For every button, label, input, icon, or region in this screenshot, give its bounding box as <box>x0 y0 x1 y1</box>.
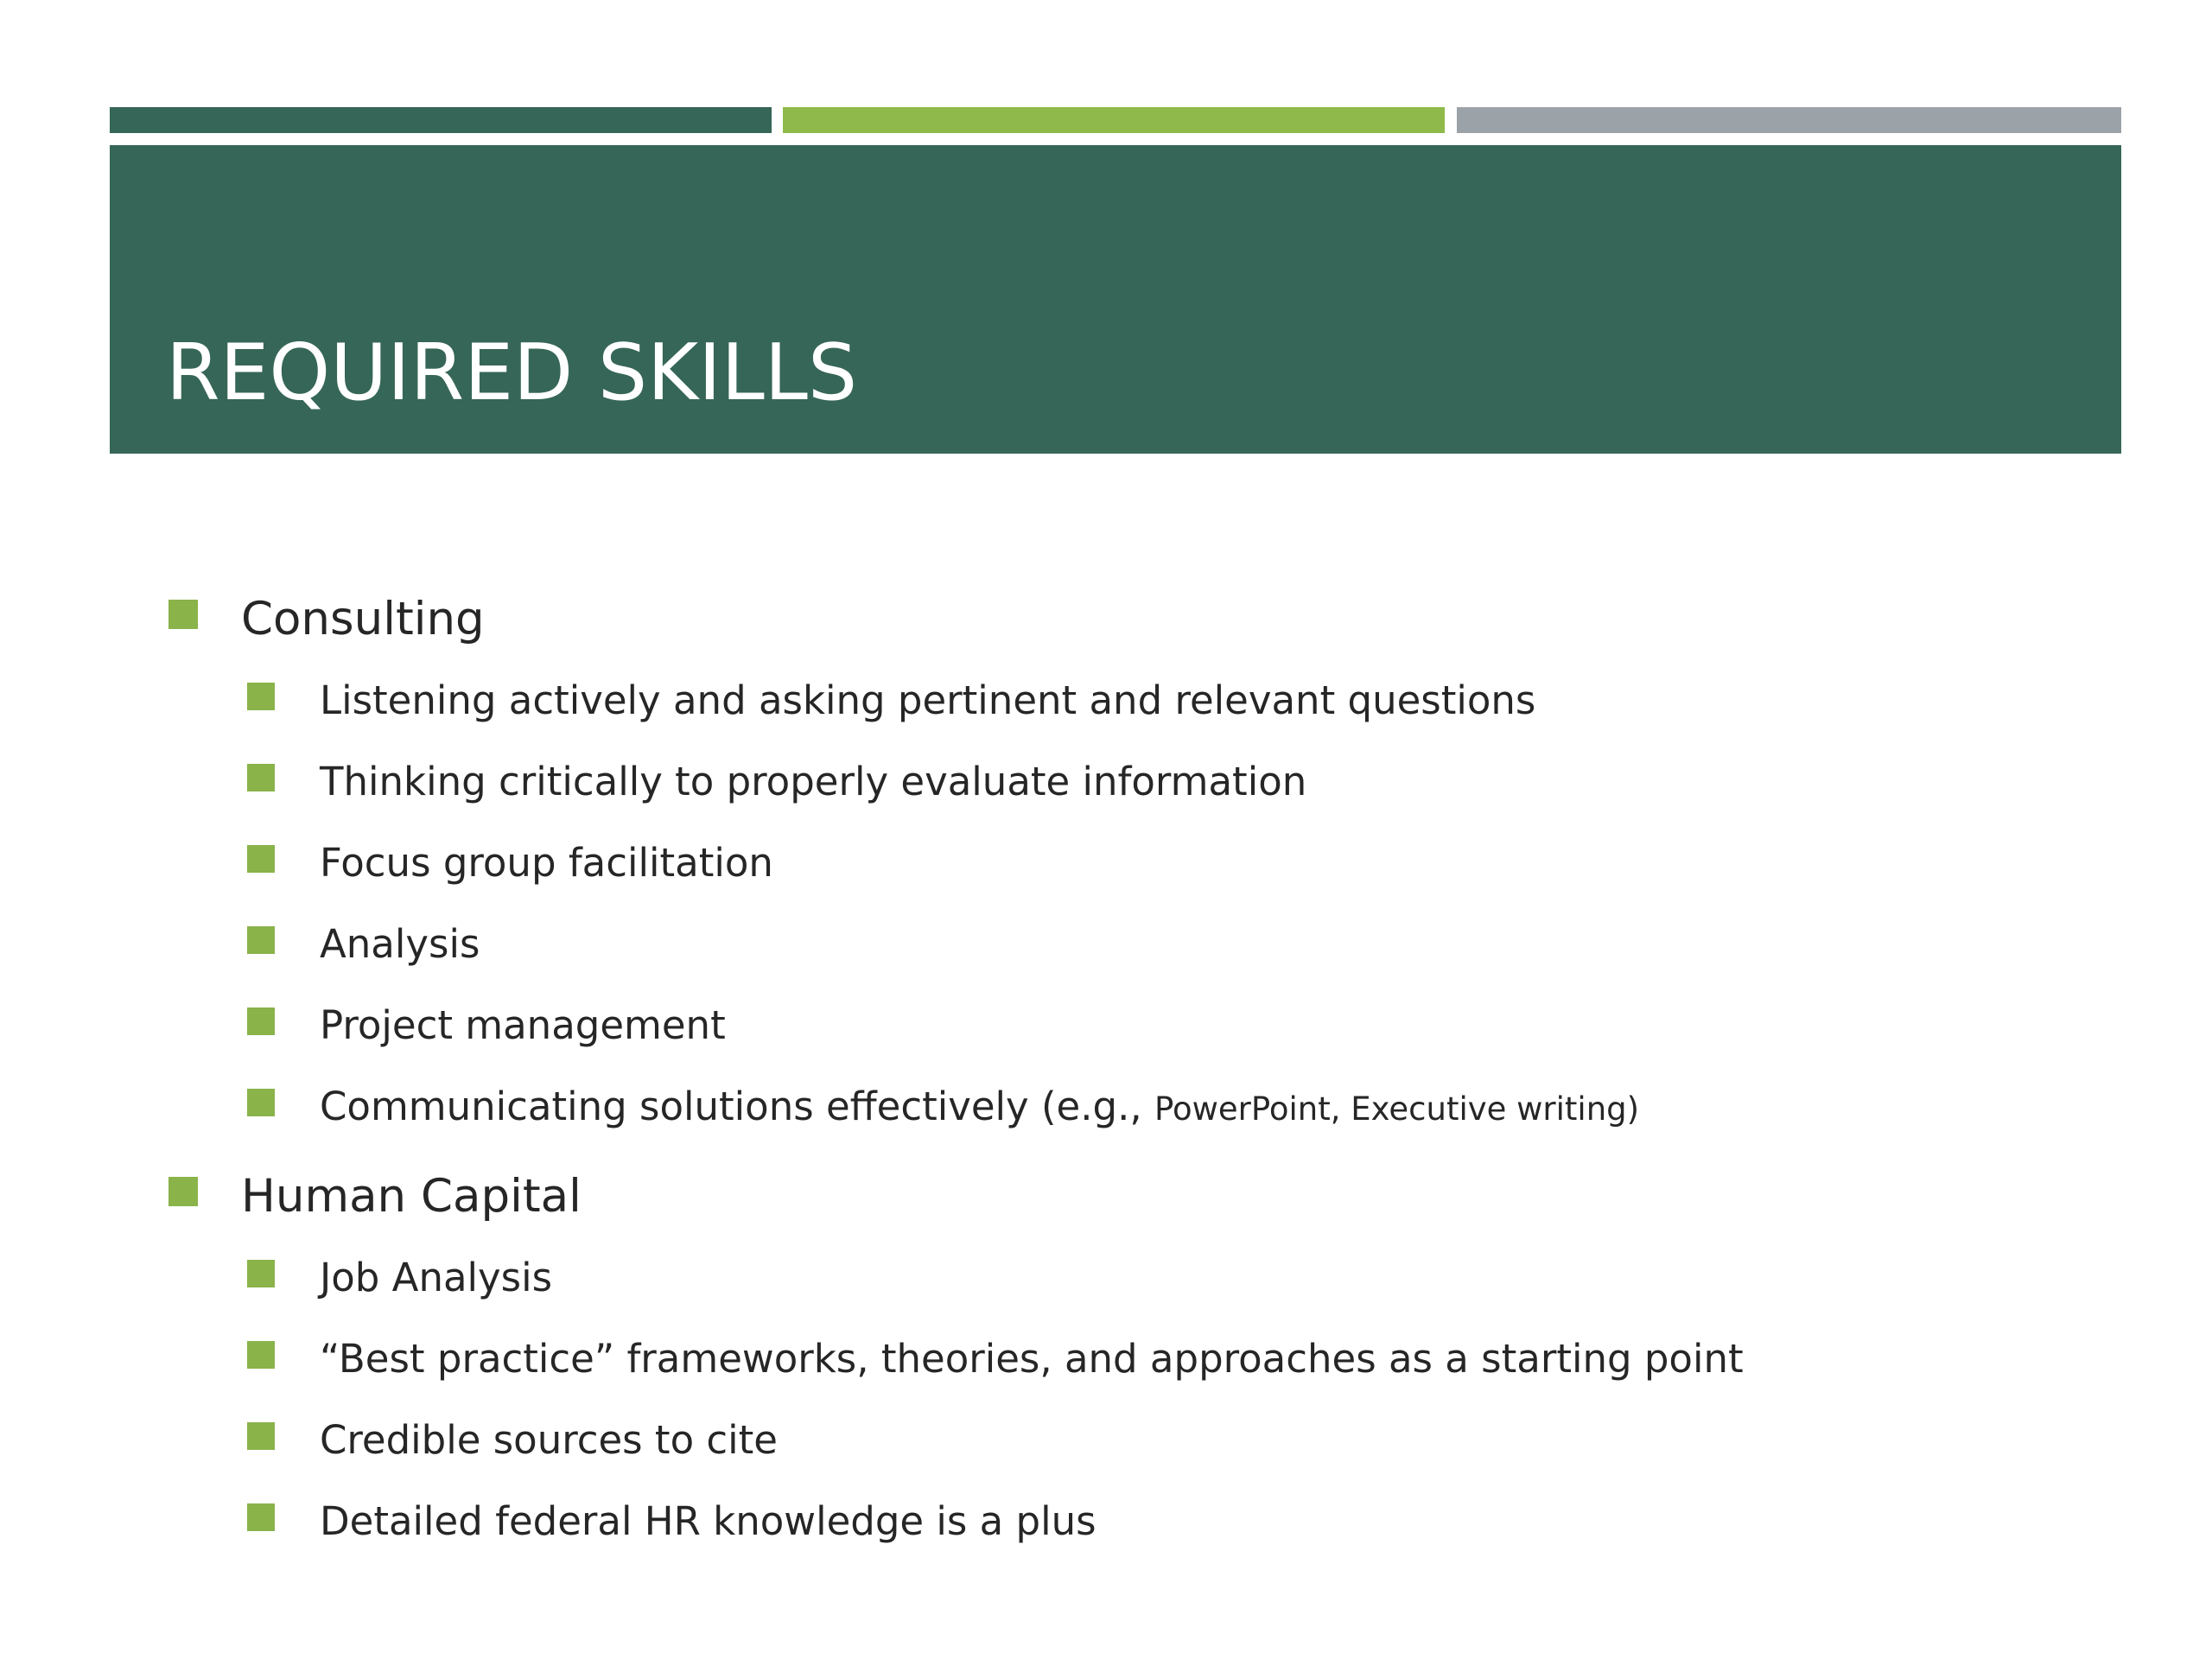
list-item-heading: Human Capital <box>241 1170 582 1223</box>
list-item-main-text: Communicating solutions effectively (e.g., <box>320 1084 1142 1129</box>
list-item-text: Detailed federal HR knowledge is a plus <box>320 1498 1096 1544</box>
list-item-text: Listening actively and asking pertinent and relevant questions <box>320 677 1536 723</box>
list-item-text: Thinking critically to properly evaluate information <box>320 759 1307 804</box>
list-item-text <box>320 1084 1640 1129</box>
list-item-text: Analysis <box>320 921 480 967</box>
list-item-text: Credible sources to cite <box>320 1417 778 1463</box>
square-bullet-icon <box>247 1089 275 1116</box>
square-bullet-icon <box>247 926 275 954</box>
square-bullet-icon <box>247 845 275 873</box>
square-bullet-icon <box>247 1341 275 1369</box>
square-bullet-icon <box>247 764 275 791</box>
list-item-heading: Consulting <box>241 593 485 645</box>
square-bullet-icon <box>168 600 198 629</box>
square-bullet-icon <box>247 1260 275 1287</box>
list-item-text: Project management <box>320 1002 726 1048</box>
list-item-text: Focus group facilitation <box>320 840 773 886</box>
list-item-text: “Best practice” frameworks, theories, and approaches as a starting point <box>320 1336 1744 1382</box>
square-bullet-icon <box>247 683 275 710</box>
list-item-text: Job Analysis <box>320 1255 553 1300</box>
list-item-note: PowerPoint, Executive writing) <box>1154 1090 1640 1128</box>
square-bullet-icon <box>247 1503 275 1531</box>
square-bullet-icon <box>247 1422 275 1450</box>
slide-title: REQUIRED SKILLS <box>166 327 858 418</box>
square-bullet-icon <box>168 1177 198 1206</box>
square-bullet-icon <box>247 1007 275 1035</box>
